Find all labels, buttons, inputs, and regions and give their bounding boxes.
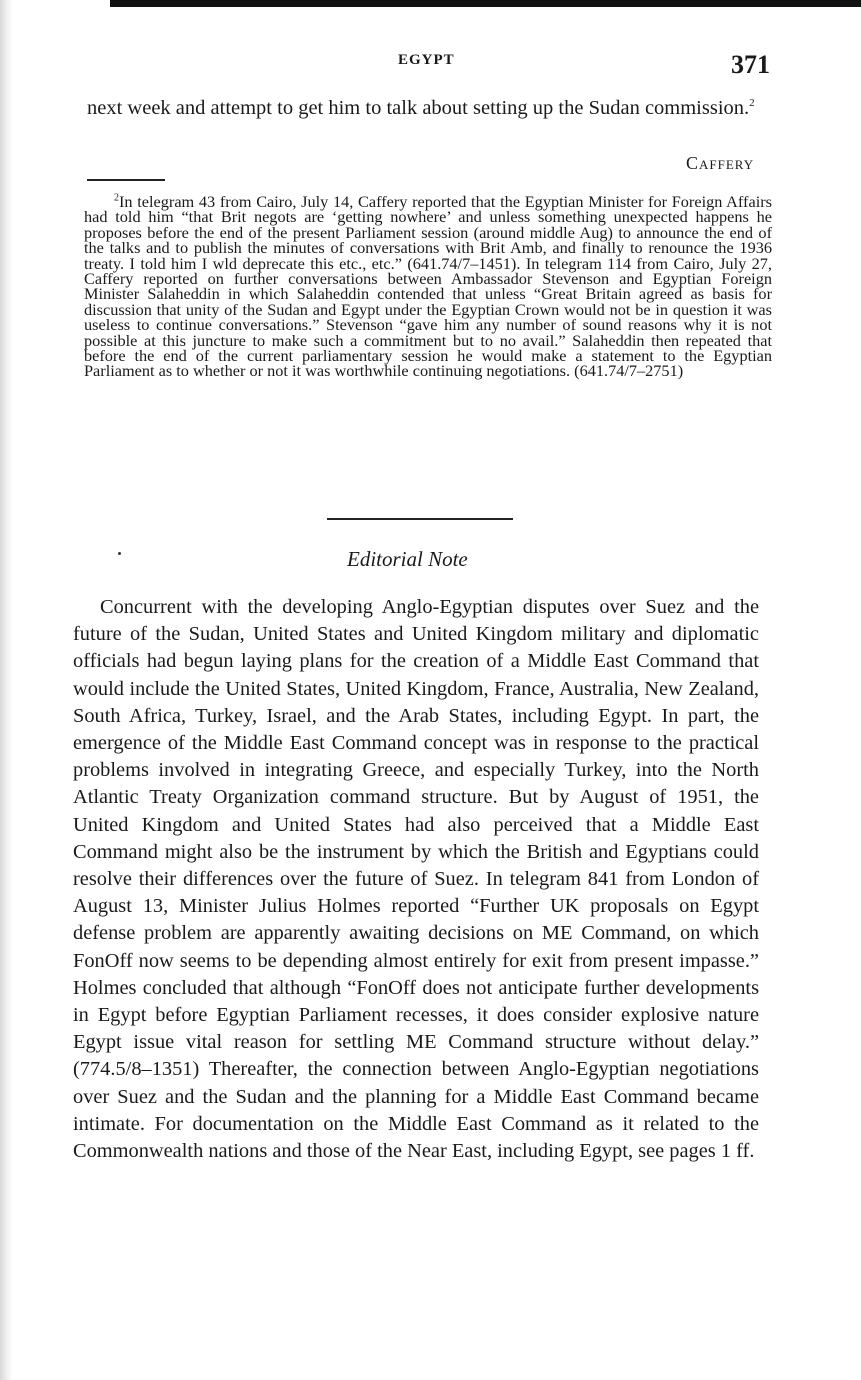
- page-edge-shadow: [0, 0, 12, 1380]
- footnote-marker: 2: [114, 192, 119, 204]
- scan-speck: [118, 552, 121, 555]
- continuation-text: next week and attempt to get him to talk about setting up the Sudan commission.: [87, 97, 750, 119]
- footnote-text: In telegram 43 from Cairo, July 14, Caffery reported that the Egyptian Minister for Foreign Affairs had told him “that Brit negots are ‘getting nowhere’ and unless something unexpected happens he proposes before the end of the present Parliament session (around middle Aug) to announce the end of the talks and to publish the minutes of conversations with Brit Amb, and finally to renounce the 1936 treaty. I told him I wld deprecate this etc., etc.” (641.74/7–1451). In telegram 114 from Cairo, July 27, Caffery reported on further conversations between Ambassador Stevenson and Egyptian Foreign Minister Salaheddin in which Salaheddin contended that unless “Great Britain agreed as basis for discussion that unity of the Sudan and Egypt under the Egyptian Crown would not be in question it was useless to continue conversations.” Stevenson “gave him any number of sound reasons why it is not possible at this juncture to make such a commitment but to no avail.” Salaheddin then repeated that before the end of the current parliamentary session he would make a statement to the Egyptian Parliament as to whether or not it was worthwhile continuing negotiations. (641.74/7–2751): [84, 192, 772, 381]
- section-rule: [327, 518, 513, 520]
- footnote-rule: [87, 179, 165, 181]
- footnote-reference: 2: [749, 97, 755, 110]
- continuation-paragraph: [87, 96, 773, 121]
- top-scan-edge: [110, 0, 861, 7]
- footnote: [84, 194, 772, 379]
- page-number: 371: [731, 50, 770, 79]
- editorial-note-body: Concurrent with the developing Anglo-Egyptian disputes over Suez and the future of the Sudan, United States and United Kingdom military and diplomatic officials had begun laying plans for the creation of a Middle East Command that would include the United States, United Kingdom, France, Australia, New Zealand, South Africa, Turkey, Israel, and the Arab States, including Egypt. In part, the emergence of the Middle East Command concept was in response to the practical problems involved in integrating Greece, and especially Turkey, into the North Atlantic Treaty Organization command structure. But by August of 1951, the United Kingdom and United States had also perceived that a Middle East Command might also be the instrument by which the British and Egyptians could resolve their differences over the future of Suez. In telegram 841 from London of August 13, Minister Julius Holmes reported “Further UK proposals on Egypt defense problem are apparently awaiting decisions on ME Command, on which FonOff now seems to be depending almost entirely for exit from present impasse.” Holmes concluded that although “FonOff does not anticipate further developments in Egypt before Egyptian Parliament recesses, it does consider explosive nature Egypt issue vital reason for settling ME Command structure without delay.” (774.5/8–1351) Thereafter, the connection between Anglo-Egyptian negotiations over Suez and the Sudan and the planning for a Middle East Command became intimate. For documentation on the Middle East Command as it related to the Commonwealth nations and those of the Near East, including Egypt, see pages 1 ff.: [73, 596, 759, 1163]
- running-head: EGYPT: [398, 52, 455, 68]
- signature: Caffery: [686, 153, 755, 173]
- editorial-note-title: Editorial Note: [347, 547, 468, 571]
